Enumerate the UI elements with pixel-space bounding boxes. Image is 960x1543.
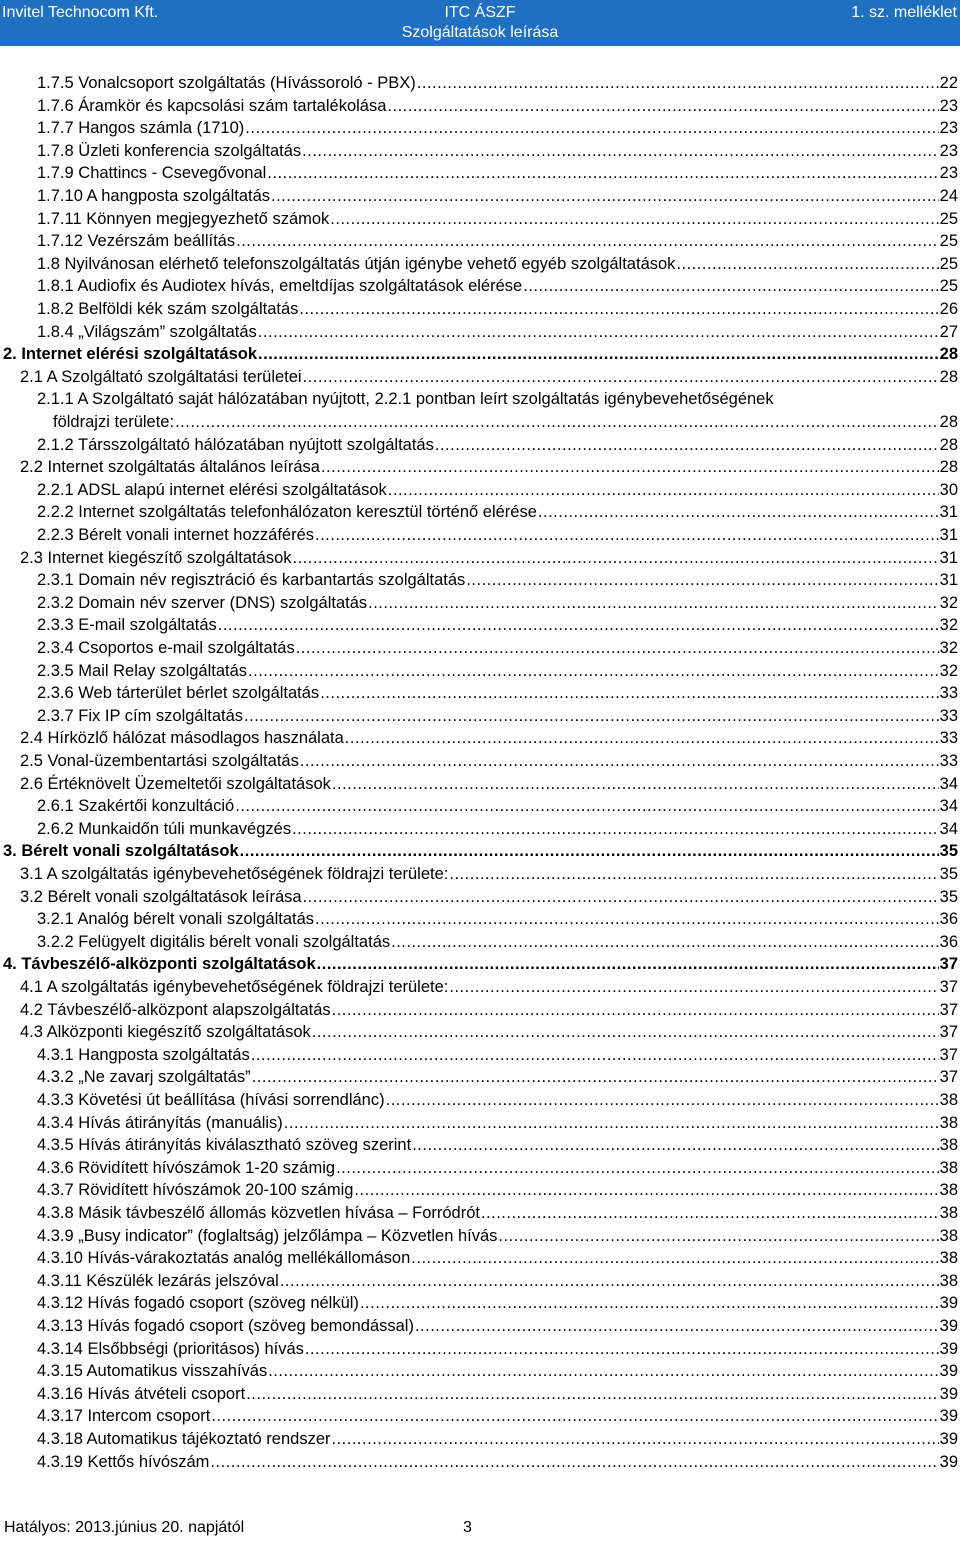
- toc-entry-page: 35: [939, 865, 958, 883]
- toc-entry-page: 35: [939, 888, 958, 906]
- toc-entry-title: 2.5 Vonal-üzembentartási szolgáltatás: [20, 752, 299, 770]
- dot-leader: [345, 727, 939, 749]
- dot-leader: [332, 773, 939, 795]
- toc-entry-title: 1.7.11 Könnyen megjegyezhető számok: [37, 210, 330, 228]
- toc-entry-title: 2.3.5 Mail Relay szolgáltatás: [37, 662, 248, 680]
- dot-leader: [315, 524, 939, 546]
- toc-entry[interactable]: [20, 366, 958, 388]
- toc-entry-page: 37: [939, 955, 958, 973]
- toc-entry-page: 39: [939, 1294, 958, 1312]
- toc-entry-page: 36: [939, 933, 958, 951]
- toc-entry[interactable]: [37, 479, 958, 501]
- toc-entry[interactable]: [37, 908, 958, 930]
- dot-leader: [268, 1360, 938, 1382]
- dot-leader: [248, 660, 939, 682]
- toc-entry-page: 22: [939, 74, 958, 92]
- toc-entry[interactable]: [37, 388, 958, 410]
- dot-leader: [360, 1292, 939, 1314]
- toc-entry-title: 1.8.2 Belföldi kék szám szolgáltatás: [37, 300, 299, 318]
- dot-leader: [315, 908, 939, 930]
- toc-entry[interactable]: [37, 795, 958, 817]
- toc-entry-page: 28: [939, 436, 958, 454]
- toc-entry-page: 37: [939, 978, 958, 996]
- dot-leader: [236, 230, 939, 252]
- dot-leader: [332, 999, 939, 1021]
- toc-entry[interactable]: [37, 117, 958, 139]
- dot-leader: [386, 1089, 939, 1111]
- toc-entry-title: 2. Internet elérési szolgáltatások: [3, 345, 258, 363]
- toc-entry-page: 39: [939, 1340, 958, 1358]
- toc-entry-title: 1.8.1 Audiofix és Audiotex hívás, emeltdíjas szolgáltatások elérése: [37, 277, 523, 295]
- toc-entry-page: 39: [939, 1385, 958, 1403]
- company-name: Invitel Technocom Kft.: [2, 4, 159, 21]
- toc-entry[interactable]: [37, 253, 958, 275]
- toc-entry-page: 30: [939, 481, 958, 499]
- dot-leader: [302, 140, 938, 162]
- toc-entry[interactable]: [20, 976, 958, 998]
- toc-entry[interactable]: [37, 1044, 958, 1066]
- toc-entry[interactable]: [20, 1021, 958, 1043]
- toc-entry[interactable]: [37, 614, 958, 636]
- toc-entry[interactable]: [37, 1315, 958, 1337]
- toc-entry-page: 33: [939, 684, 958, 702]
- toc-entry-title: 2.1 A Szolgáltató szolgáltatási területei: [20, 368, 302, 386]
- dot-leader: [245, 117, 938, 139]
- dot-leader: [312, 1021, 939, 1043]
- toc-entry-page: 32: [939, 594, 958, 612]
- toc-entry-page: 27: [939, 323, 958, 341]
- toc-entry-page: 37: [939, 1001, 958, 1019]
- dot-leader: [296, 637, 939, 659]
- toc-entry-title: 4.3.14 Elsőbbségi (prioritásos) hívás: [37, 1340, 304, 1358]
- dot-leader: [368, 592, 939, 614]
- toc-entry-title: 4.3.18 Automatikus tájékoztató rendszer: [37, 1430, 331, 1448]
- toc-entry-title: 4.3.2 „Ne zavarj szolgáltatás”: [37, 1068, 251, 1086]
- toc-entry-page: 31: [939, 571, 958, 589]
- dot-leader: [303, 366, 939, 388]
- toc-entry-title: 1.7.5 Vonalcsoport szolgáltatás (Hívássoroló - PBX): [37, 74, 416, 92]
- toc-entry-page: 23: [939, 142, 958, 160]
- dot-leader: [538, 501, 939, 523]
- dot-leader: [218, 614, 939, 636]
- toc-entry-title: 4.3.13 Hívás fogadó csoport (szöveg bemondással): [37, 1317, 414, 1335]
- toc-entry[interactable]: [37, 208, 958, 230]
- toc-entry-title: 4.3.4 Hívás átirányítás (manuális): [37, 1114, 283, 1132]
- toc-entry[interactable]: [37, 1428, 958, 1450]
- toc-entry-title: 2.4 Hírközlő hálózat másodlagos használata: [20, 729, 344, 747]
- toc-entry-page: 23: [939, 97, 958, 115]
- toc-entry-title: 2.6.2 Munkaidőn túli munkavégzés: [37, 820, 292, 838]
- toc-entry-title: 4.3.16 Hívás átvételi csoport: [37, 1385, 246, 1403]
- dot-leader: [280, 1270, 939, 1292]
- toc-entry[interactable]: [37, 592, 958, 614]
- dot-leader: [412, 1134, 938, 1156]
- toc-entry-page: 34: [939, 775, 958, 793]
- toc-entry-page: 23: [939, 164, 958, 182]
- toc-entry-title: 1.7.12 Vezérszám beállítás: [37, 232, 236, 250]
- toc-entry-title: 2.1.1 A Szolgáltató saját hálózatában nyújtott, 2.2.1 pontban leírt szolgáltatás igénybevehetőségének: [37, 390, 774, 408]
- toc-entry-title: 1.8.4 „Világszám” szolgáltatás: [37, 323, 257, 341]
- toc-entry[interactable]: [3, 343, 958, 365]
- toc-entry[interactable]: [20, 886, 958, 908]
- toc-entry[interactable]: [37, 1451, 958, 1473]
- toc-entry[interactable]: [37, 1360, 958, 1382]
- toc-entry[interactable]: [37, 705, 958, 727]
- dot-leader: [303, 886, 939, 908]
- toc-entry-page: 34: [939, 820, 958, 838]
- toc-entry[interactable]: [20, 999, 958, 1021]
- dot-leader: [336, 1157, 939, 1179]
- dot-leader: [267, 162, 938, 184]
- dot-leader: [449, 863, 938, 885]
- toc-entry-title: 4.3.7 Rövidített hívószámok 20-100 számig: [37, 1181, 354, 1199]
- dot-leader: [210, 1451, 938, 1473]
- dot-leader: [330, 208, 938, 230]
- toc-entry-page: 38: [939, 1091, 958, 1109]
- toc-entry[interactable]: [37, 1247, 958, 1269]
- toc-entry-title: 4.3.8 Másik távbeszélő állomás közvetlen hívása – Forródrót: [37, 1204, 480, 1222]
- toc-entry-title: 2.3.1 Domain név regisztráció és karbantartás szolgáltatás: [37, 571, 466, 589]
- dot-leader: [252, 1066, 939, 1088]
- toc-entry[interactable]: [37, 660, 958, 682]
- toc-entry-title: 3.1 A szolgáltatás igénybevehetőségének földrajzi területe:: [20, 865, 449, 883]
- toc-entry[interactable]: [37, 1405, 958, 1427]
- toc-entry[interactable]: [37, 818, 958, 840]
- toc-entry-page: 39: [939, 1430, 958, 1448]
- toc-entry-title: 1.7.9 Chattincs - Csevegővonal: [37, 164, 267, 182]
- toc-entry-title: 4.3.5 Hívás átirányítás kiválasztható szöveg szerint: [37, 1136, 412, 1154]
- dot-leader: [271, 185, 939, 207]
- toc-entry-title: 4.1 A szolgáltatás igénybevehetőségének földrajzi területe:: [20, 978, 449, 996]
- toc-entry-page: 38: [939, 1272, 958, 1290]
- toc-entry[interactable]: [37, 140, 958, 162]
- toc-entry[interactable]: [20, 727, 958, 749]
- toc-entry-title: 3.2 Bérelt vonali szolgáltatások leírása: [20, 888, 302, 906]
- toc-entry-title: 4.3 Alközponti kiegészítő szolgáltatások: [20, 1023, 311, 1041]
- toc-entry[interactable]: [20, 456, 958, 478]
- toc-entry-page: 32: [939, 662, 958, 680]
- toc-entry[interactable]: [37, 931, 958, 953]
- dot-leader: [388, 479, 939, 501]
- dot-leader: [481, 1202, 939, 1224]
- dot-leader: [676, 253, 938, 275]
- toc-entry-title: 4.3.3 Követési út beállítása (hívási sorrendlánc): [37, 1091, 385, 1109]
- toc-entry-title: 4.3.10 Hívás-várakoztatás analóg mellékállomáson: [37, 1249, 411, 1267]
- dot-leader: [466, 569, 938, 591]
- toc-entry-page: 31: [939, 549, 958, 567]
- toc-entry-page: 39: [939, 1362, 958, 1380]
- toc-entry-page: 33: [939, 707, 958, 725]
- toc-entry[interactable]: [20, 863, 958, 885]
- toc-entry[interactable]: [37, 275, 958, 297]
- toc-entry-title: 2.2.2 Internet szolgáltatás telefonhálózaton keresztül történő elérése: [37, 503, 537, 521]
- dot-leader: [317, 953, 939, 975]
- toc-entry[interactable]: [37, 1157, 958, 1179]
- document-title: ITC ÁSZF: [444, 4, 516, 21]
- dot-leader: [235, 795, 938, 817]
- toc-entry-page: 37: [939, 1068, 958, 1086]
- dot-leader: [292, 818, 939, 840]
- dot-leader: [251, 1044, 939, 1066]
- toc-entry[interactable]: [37, 95, 958, 117]
- toc-entry-title: 4.3.11 Készülék lezárás jelszóval: [37, 1272, 279, 1290]
- toc-entry-title: 4.3.19 Kettős hívószám: [37, 1453, 210, 1471]
- toc-entry-title: 2.2.3 Bérelt vonali internet hozzáférés: [37, 526, 314, 544]
- dot-leader: [300, 750, 939, 772]
- toc-entry-page: 25: [939, 255, 958, 273]
- dot-leader: [498, 1225, 938, 1247]
- toc-entry-page: 38: [939, 1181, 958, 1199]
- toc-entry-title: 3.2.1 Analóg bérelt vonali szolgáltatás: [37, 910, 315, 928]
- dot-leader: [321, 456, 939, 478]
- toc-entry-title: 2.2.1 ADSL alapú internet elérési szolgáltatások: [37, 481, 387, 499]
- dot-leader: [354, 1179, 938, 1201]
- toc-entry[interactable]: [37, 569, 958, 591]
- toc-entry-page: 38: [939, 1227, 958, 1245]
- toc-entry-page: 32: [939, 639, 958, 657]
- dot-leader: [299, 298, 938, 320]
- toc-entry[interactable]: [37, 524, 958, 546]
- dot-leader: [246, 1383, 938, 1405]
- toc-entry-page: 38: [939, 1249, 958, 1267]
- toc-entry-page: 36: [939, 910, 958, 928]
- toc-entry-title: 2.2 Internet szolgáltatás általános leírása: [20, 458, 320, 476]
- toc-entry[interactable]: [3, 953, 958, 975]
- toc-entry-page: 23: [939, 119, 958, 137]
- dot-leader: [411, 1247, 938, 1269]
- dot-leader: [387, 95, 938, 117]
- toc-entry-page: 25: [939, 232, 958, 250]
- toc-entry-title: 1.7.7 Hangos számla (1710): [37, 119, 245, 137]
- toc-entry-page: 28: [939, 458, 958, 476]
- dot-leader: [284, 1112, 939, 1134]
- dot-leader: [417, 72, 939, 94]
- toc-entry-title: 2.3.2 Domain név szerver (DNS) szolgáltatás: [37, 594, 368, 612]
- page-number: 3: [463, 1519, 472, 1536]
- dot-leader: [391, 931, 939, 953]
- toc-entry-page: 33: [939, 729, 958, 747]
- toc-entry-title: 2.3.6 Web tárterület bérlet szolgáltatás: [37, 684, 320, 702]
- toc-entry[interactable]: [37, 1089, 958, 1111]
- toc-entry-title: 3.2.2 Felügyelt digitális bérelt vonali szolgáltatás: [37, 933, 391, 951]
- page-header: [0, 0, 960, 46]
- toc-entry[interactable]: [37, 1338, 958, 1360]
- toc-entry-title: 4.3.12 Hívás fogadó csoport (szöveg nélkül): [37, 1294, 359, 1312]
- toc-entry-title: 2.3 Internet kiegészítő szolgáltatások: [20, 549, 292, 567]
- toc-entry[interactable]: [53, 411, 958, 433]
- dot-leader: [258, 321, 939, 343]
- toc-entry[interactable]: [37, 1225, 958, 1247]
- toc-entry[interactable]: [20, 547, 958, 569]
- toc-entry-page: 34: [939, 797, 958, 815]
- toc-entry-title: 4. Távbeszélő-alközponti szolgáltatások: [3, 955, 316, 973]
- toc-entry-page: 38: [939, 1159, 958, 1177]
- toc-entry-title: 2.6.1 Szakértői konzultáció: [37, 797, 235, 815]
- toc-entry[interactable]: [37, 1134, 958, 1156]
- toc-entry-title: 2.3.7 Fix IP cím szolgáltatás: [37, 707, 244, 725]
- dot-leader: [244, 705, 939, 727]
- toc-entry[interactable]: [3, 840, 958, 862]
- dot-leader: [523, 275, 938, 297]
- toc-entry-title: 1.7.8 Üzleti konferencia szolgáltatás: [37, 142, 302, 160]
- annex-label: 1. sz. melléklet: [851, 4, 957, 21]
- dot-leader: [211, 1405, 938, 1427]
- toc-entry-title: 4.3.17 Intercom csoport: [37, 1407, 211, 1425]
- toc-entry-page: 39: [939, 1453, 958, 1471]
- toc-entry-title: 2.3.4 Csoportos e-mail szolgáltatás: [37, 639, 295, 657]
- toc-entry-page: 28: [939, 368, 958, 386]
- toc-entry-page: 38: [939, 1204, 958, 1222]
- toc-entry-page: 26: [939, 300, 958, 318]
- toc-entry-page: 35: [939, 842, 958, 860]
- toc-entry[interactable]: [37, 185, 958, 207]
- toc-entry-title: 4.3.15 Automatikus visszahívás: [37, 1362, 268, 1380]
- toc-entry[interactable]: [37, 1292, 958, 1314]
- toc-entry-page: 37: [939, 1046, 958, 1064]
- dot-leader: [293, 547, 939, 569]
- toc-entry[interactable]: [20, 773, 958, 795]
- toc-entry[interactable]: [37, 230, 958, 252]
- document-subtitle: Szolgáltatások leírása: [401, 24, 559, 41]
- toc-entry[interactable]: [37, 1202, 958, 1224]
- dot-leader: [415, 1315, 939, 1337]
- dot-leader: [449, 976, 938, 998]
- dot-leader: [320, 682, 938, 704]
- dot-leader: [305, 1338, 939, 1360]
- effective-date: Hatályos: 2013.június 20. napjától: [4, 1519, 245, 1536]
- toc-entry-page: 37: [939, 1023, 958, 1041]
- toc-entry-page: 28: [939, 345, 958, 363]
- toc-entry[interactable]: [37, 682, 958, 704]
- toc-entry[interactable]: [37, 637, 958, 659]
- toc-entry-page: 24: [939, 187, 958, 205]
- toc-entry-title: 2.1.2 Társszolgáltató hálózatában nyújtott szolgáltatás: [37, 436, 434, 454]
- dot-leader: [258, 343, 939, 365]
- dot-leader: [435, 434, 939, 456]
- toc-entry-page: 25: [939, 210, 958, 228]
- toc-entry-title: 1.8 Nyilvánosan elérhető telefonszolgáltatás útján igénybe vehető egyéb szolgáltatások: [37, 255, 676, 273]
- toc-entry-page: 32: [939, 616, 958, 634]
- toc-entry-page: 38: [939, 1114, 958, 1132]
- toc-entry[interactable]: [37, 434, 958, 456]
- toc-entry-title: 4.3.6 Rövidített hívószámok 1-20 számig: [37, 1159, 336, 1177]
- toc-entry-page: 31: [939, 503, 958, 521]
- toc-entry-title: 4.3.1 Hangposta szolgáltatás: [37, 1046, 250, 1064]
- toc-entry[interactable]: [37, 162, 958, 184]
- toc-entry[interactable]: [37, 1179, 958, 1201]
- toc-entry[interactable]: [37, 1270, 958, 1292]
- toc-entry-title: 1.7.10 A hangposta szolgáltatás: [37, 187, 271, 205]
- toc-entry-page: 39: [939, 1317, 958, 1335]
- toc-entry-title: földrajzi területe:: [53, 413, 175, 431]
- toc-entry[interactable]: [37, 1112, 958, 1134]
- toc-entry[interactable]: [20, 750, 958, 772]
- toc-entry-page: 38: [939, 1136, 958, 1154]
- toc-entry[interactable]: [37, 72, 958, 94]
- toc-entry-page: 39: [939, 1407, 958, 1425]
- toc-entry-title: 1.7.6 Áramkör és kapcsolási szám tartalékolása: [37, 97, 387, 115]
- dot-leader: [240, 840, 939, 862]
- toc-entry-title: 4.3.9 „Busy indicator” (foglaltság) jelzőlámpa – Közvetlen hívás: [37, 1227, 498, 1245]
- toc-entry[interactable]: [37, 321, 958, 343]
- dot-leader: [332, 1428, 939, 1450]
- toc-entry-page: 33: [939, 752, 958, 770]
- toc-entry[interactable]: [37, 1066, 958, 1088]
- toc-entry-title: 4.2 Távbeszélő-alközpont alapszolgáltatás: [20, 1001, 331, 1019]
- toc-entry[interactable]: [37, 298, 958, 320]
- toc-entry-title: 3. Bérelt vonali szolgáltatások: [3, 842, 239, 860]
- toc-entry-page: 28: [939, 413, 958, 431]
- toc-entry-page: 31: [939, 526, 958, 544]
- toc-entry[interactable]: [37, 1383, 958, 1405]
- toc-entry[interactable]: [37, 501, 958, 523]
- toc-entry-page: 25: [939, 277, 958, 295]
- toc-entry-title: 2.6 Értéknövelt Üzemeltetői szolgáltatások: [20, 775, 331, 793]
- toc-entry-title: 2.3.3 E-mail szolgáltatás: [37, 616, 217, 634]
- dot-leader: [175, 411, 939, 433]
